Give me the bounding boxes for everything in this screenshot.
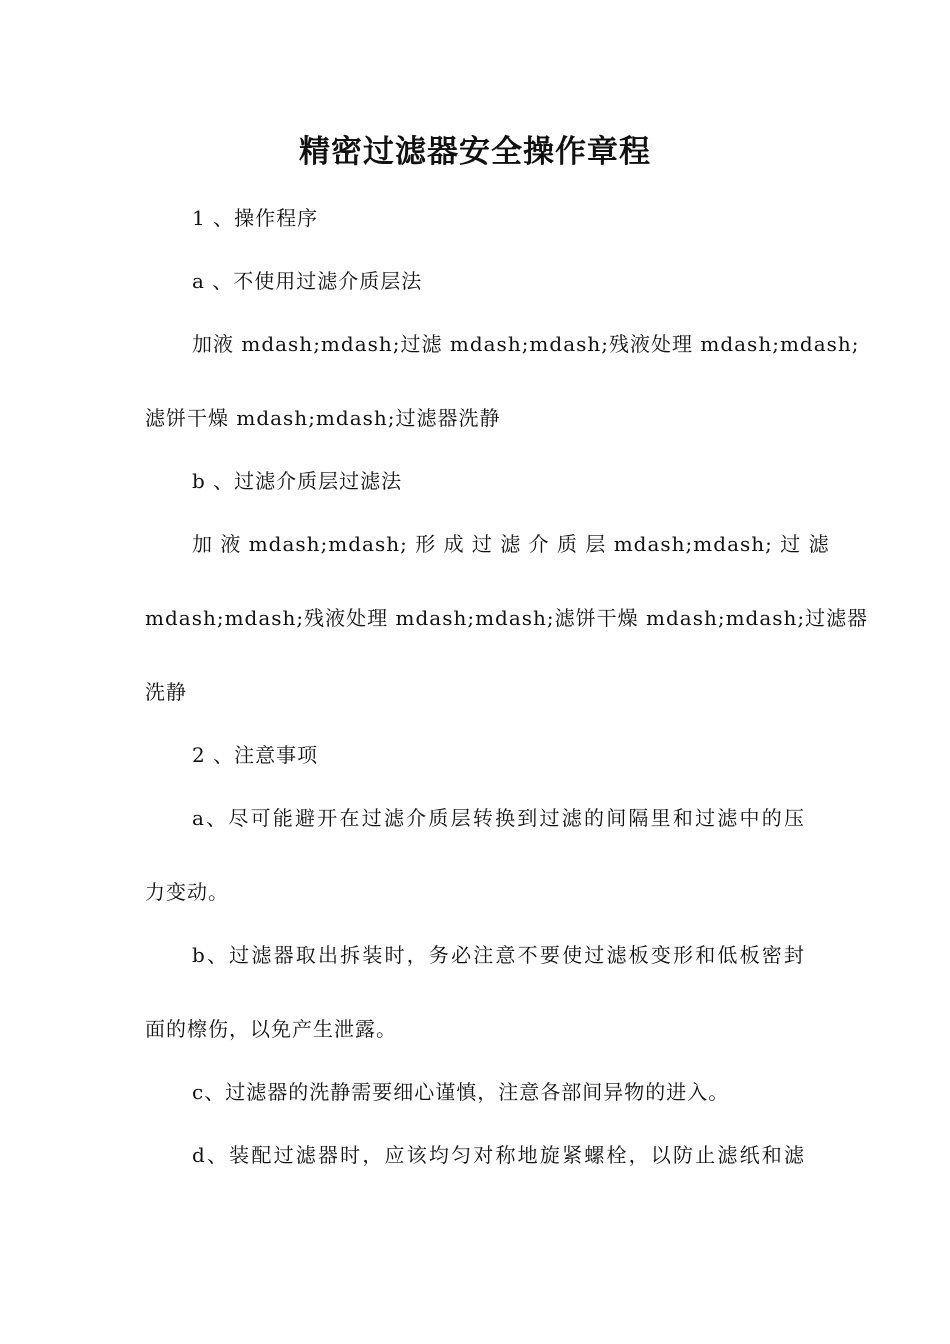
paragraph-line: a、尽可能避开在过滤介质层转换到过滤的间隔里和过滤中的压 xyxy=(192,806,805,830)
subsection-heading-b: b 、过滤介质层过滤法 xyxy=(192,469,403,493)
paragraph-line: d、装配过滤器时，应该均匀对称地旋紧螺栓，以防止滤纸和滤 xyxy=(192,1143,805,1167)
section-heading-notes: 2 、注意事项 xyxy=(192,743,319,767)
paragraph-line: 滤饼干燥 mdash;mdash;过滤器洗静 xyxy=(145,406,501,430)
paragraph-line: c、过滤器的洗静需要细心谨慎，注意各部间异物的进入。 xyxy=(192,1080,730,1104)
paragraph-line: 力变动。 xyxy=(145,880,229,904)
paragraph-line: 加 液 mdash;mdash; 形 成 过 滤 介 质 层 mdash;mdash; 过 滤 xyxy=(192,532,830,556)
paragraph-line: 洗静 xyxy=(145,680,187,704)
paragraph-line: 面的檫伤，以免产生泄露。 xyxy=(145,1017,397,1041)
paragraph-line: 加液 mdash;mdash;过滤 mdash;mdash;残液处理 mdash;mdash; xyxy=(192,332,860,356)
paragraph-line: mdash;mdash;残液处理 mdash;mdash;滤饼干燥 mdash;mdash;过滤器 xyxy=(145,606,869,630)
section-heading-procedure: 1 、操作程序 xyxy=(192,206,319,230)
document-title: 精密过滤器安全操作章程 xyxy=(299,134,651,170)
paragraph-line: b、过滤器取出拆装时，务必注意不要使过滤板变形和低板密封 xyxy=(192,943,805,967)
subsection-heading-a: a 、不使用过滤介质层法 xyxy=(192,269,423,293)
